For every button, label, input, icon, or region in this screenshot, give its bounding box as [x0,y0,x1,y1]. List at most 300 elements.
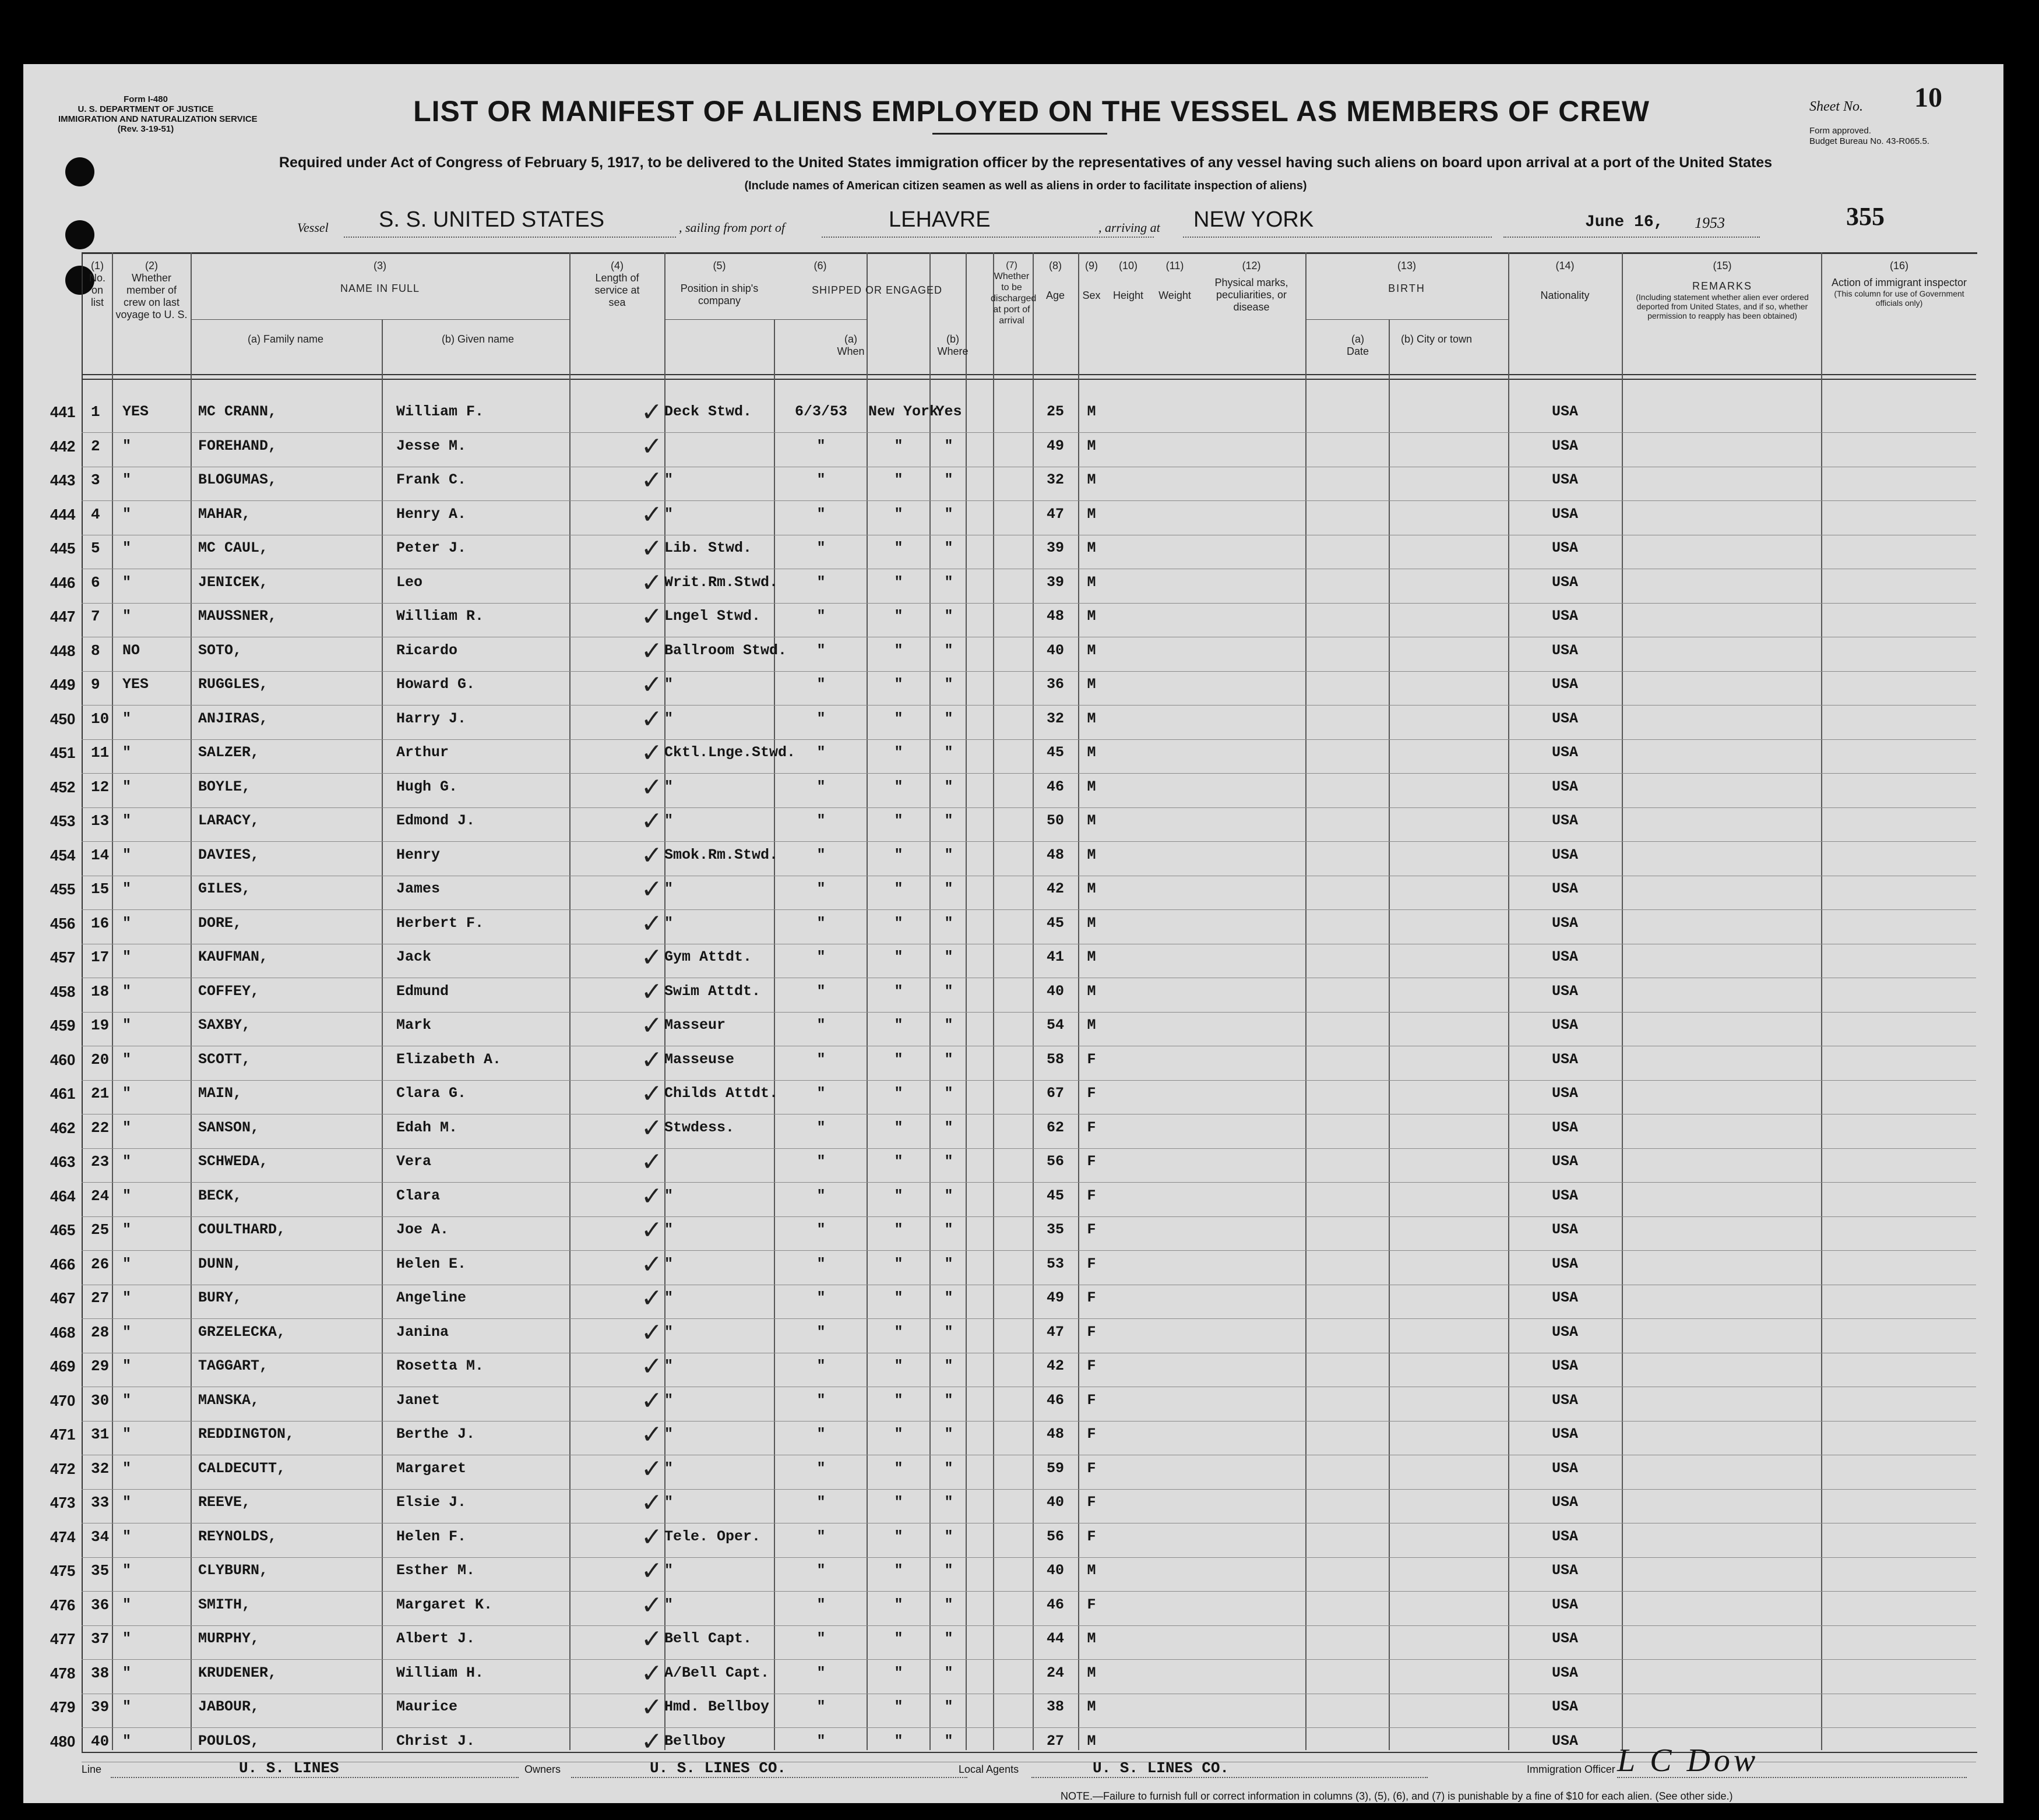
discharged: " [944,744,953,761]
sex: M [1087,846,1096,863]
previous-voyage: " [122,1085,132,1102]
position: " [664,1596,674,1613]
age: 40 [1046,641,1064,659]
col-header-5: (5) Position in ship's company [680,260,759,306]
shipped-where: " [894,1050,903,1068]
row-rule [82,432,1976,433]
col-header-7: (7) Whether to be discharged at port of arrival [991,260,1037,326]
given-name: Janina [396,1323,449,1341]
age: 45 [1046,1187,1064,1204]
sex: M [1087,1630,1096,1647]
row-stamp-number: 467 [50,1289,76,1307]
row-stamp-number: 471 [50,1426,76,1443]
sex: M [1087,1562,1096,1579]
col-header-15: (15) REMARKS (Including statement whether alien ever ordered deported from United States, and if so, whether permission to reapply has been obtained) [1636,260,1809,320]
check-mark-icon: ✓ [641,909,663,938]
row-number: 24 [91,1187,110,1205]
row-number: 2 [91,437,100,455]
discharged: " [944,1494,953,1511]
previous-voyage: YES [122,676,149,693]
given-name: Esther M. [396,1562,476,1579]
family-name: LARACY, [198,812,260,829]
check-mark-icon: ✓ [641,875,663,904]
nationality: USA [1551,1050,1578,1068]
nationality: USA [1551,1426,1578,1442]
row-stamp-number: 457 [50,948,76,966]
family-name: SCOTT, [198,1050,251,1068]
discharged: " [944,948,953,965]
check-mark-icon: ✓ [641,807,663,835]
row-rule [82,1148,1976,1149]
position: " [664,1562,674,1579]
row-stamp-number: 459 [50,1017,76,1034]
sex: M [1087,812,1096,829]
discharged: " [944,1630,953,1647]
family-name: CALDECUTT, [198,1459,286,1477]
row-number: 34 [91,1528,110,1546]
row-number: 6 [91,573,100,591]
family-name: GILES, [198,880,251,897]
row-number: 4 [91,505,100,523]
shipped-when: " [816,1562,826,1579]
shipped-when: " [816,1528,826,1545]
shipped-where: " [894,710,903,727]
nationality: USA [1551,880,1578,897]
previous-voyage: " [122,505,132,523]
position: " [664,505,674,523]
check-mark-icon: ✓ [641,1011,663,1040]
nationality: USA [1551,1494,1578,1511]
shipped-where: " [894,471,903,488]
sex: F [1087,1187,1096,1204]
family-name: SMITH, [198,1596,251,1613]
check-mark-icon: ✓ [641,568,663,597]
discharged: " [944,1085,953,1102]
check-mark-icon: ✓ [641,1318,663,1347]
row-stamp-number: 472 [50,1459,76,1477]
footer-note: NOTE.—Failure to furnish full or correct information in columns (3), (5), (6), and (7) is punishable by a fine of $10 for each alien. (See other side.) [1061,1790,1733,1802]
footer-line-underline [111,1777,519,1778]
shipped-when: " [816,573,826,591]
col-header-1: (1) No. on list [89,260,105,308]
check-mark-icon: ✓ [641,841,663,870]
family-name: MURPHY, [198,1630,260,1647]
age: 45 [1046,744,1064,761]
shipped-when: " [816,1323,826,1341]
row-stamp-number: 475 [50,1562,76,1579]
shipped-where: " [894,1153,903,1170]
shipped-where: " [894,505,903,523]
age: 27 [1046,1732,1064,1750]
age: 44 [1046,1630,1064,1647]
row-number: 35 [91,1562,110,1579]
row-stamp-number: 480 [50,1732,76,1750]
discharged: " [944,437,953,454]
col-header-16: (16) Action of immigrant inspector (This column for use of Government officials only) [1831,260,1967,308]
row-stamp-number: 447 [50,608,76,625]
age: 49 [1046,1289,1064,1306]
col-header-3b: (b) Given name [441,333,515,345]
position: Bellboy [664,1732,726,1750]
family-name: BURY, [198,1289,242,1306]
shipped-where: " [894,1698,903,1715]
row-stamp-number: 466 [50,1255,76,1273]
position: " [664,1391,674,1409]
discharged: " [944,778,953,795]
family-name: SCHWEDA, [198,1153,269,1170]
col-header-12: (12) Physical marks, peculiarities, or disease [1214,260,1288,313]
previous-voyage: " [122,608,132,625]
check-mark-icon: ✓ [641,636,663,665]
age: 46 [1046,1391,1064,1409]
shipped-where: " [894,1494,903,1511]
sex: M [1087,948,1096,965]
family-name: SALZER, [198,744,260,761]
shipped-where: " [894,1119,903,1136]
previous-voyage: " [122,1391,132,1409]
row-stamp-number: 441 [50,403,76,421]
sex: M [1087,710,1096,727]
sailing-label: , sailing from port of [679,220,785,235]
discharged: " [944,1698,953,1715]
row-number: 12 [91,778,110,796]
nationality: USA [1551,1732,1578,1750]
check-mark-icon: ✓ [641,671,663,699]
nationality: USA [1551,641,1578,659]
shipped-when: " [816,982,826,1000]
sex: M [1087,1698,1096,1715]
age: 50 [1046,812,1064,829]
family-name: CLYBURN, [198,1562,269,1579]
port-to-underline [1183,237,1492,238]
discharged: " [944,539,953,556]
check-mark-icon: ✓ [641,1625,663,1653]
given-name: Elizabeth A. [396,1050,502,1068]
given-name: Leo [396,573,423,591]
footer-owners: U. S. LINES CO. [650,1759,787,1777]
position: Masseur [664,1017,726,1034]
row-stamp-number: 469 [50,1357,76,1375]
row-number: 32 [91,1459,110,1477]
shipped-when: " [816,1391,826,1409]
check-mark-icon: ✓ [641,1284,663,1313]
age: 48 [1046,608,1064,625]
shipped-when: " [816,846,826,863]
shipped-where: " [894,1357,903,1374]
row-rule [82,671,1976,672]
row-rule [82,1727,1976,1728]
nationality: USA [1551,846,1578,863]
row-number: 37 [91,1630,110,1648]
shipped-where: " [894,608,903,625]
col-header-13a: (a) Date [1346,333,1369,357]
given-name: Vera [396,1153,432,1170]
nationality: USA [1551,1323,1578,1341]
sex: M [1087,676,1096,693]
nationality: USA [1551,744,1578,761]
position: A/Bell Capt. [664,1664,770,1681]
position: Bell Capt. [664,1630,752,1647]
previous-voyage: " [122,1494,132,1511]
given-name: Frank C. [396,471,467,488]
sex: M [1087,403,1096,420]
row-stamp-number: 458 [50,982,76,1000]
date-underline [1503,237,1760,238]
col-header-14: (14) Nationality [1540,260,1590,301]
subhead-rule-13 [1305,319,1508,320]
age: 40 [1046,1494,1064,1511]
port-from: LEHAVRE [889,207,991,232]
row-stamp-number: 477 [50,1630,76,1648]
given-name: Joe A. [396,1221,449,1238]
row-number: 23 [91,1153,110,1170]
form-rev: (Rev. 3-19-51) [117,124,174,134]
previous-voyage: " [122,1528,132,1545]
row-number: 25 [91,1221,110,1239]
family-name: DUNN, [198,1255,242,1272]
given-name: Berthe J. [396,1426,476,1442]
col-header-6-title: SHIPPED OR ENGAGED [811,284,943,296]
position: " [664,1289,674,1306]
position: " [664,1323,674,1341]
shipped-where: " [894,1323,903,1341]
row-rule [82,841,1976,842]
age: 49 [1046,437,1064,454]
previous-voyage: " [122,573,132,591]
row-number: 21 [91,1085,110,1102]
position: " [664,914,674,932]
row-number: 8 [91,641,100,659]
family-name: DORE, [198,914,242,932]
given-name: Harry J. [396,710,467,727]
sex: M [1087,539,1096,556]
nationality: USA [1551,914,1578,932]
sex: F [1087,1596,1096,1613]
discharged: " [944,505,953,523]
previous-voyage: " [122,710,132,727]
sex: M [1087,1017,1096,1034]
position: Cktl.Lnge.Stwd. [664,744,796,761]
check-mark-icon: ✓ [641,1557,663,1585]
position: Writ.Rm.Stwd. [664,573,779,591]
nationality: USA [1551,1017,1578,1034]
previous-voyage: " [122,437,132,454]
row-number: 20 [91,1050,110,1068]
sex: F [1087,1153,1096,1170]
row-rule [82,705,1976,706]
shipped-when: " [816,1050,826,1068]
port-to: NEW YORK [1193,207,1314,232]
form-number: Form I-480 [124,94,168,104]
row-stamp-number: 474 [50,1528,76,1546]
position: " [664,1187,674,1204]
col-header-6-num: (6) [814,260,827,271]
subhead-rule-6 [664,319,867,320]
position: " [664,1255,674,1272]
previous-voyage: " [122,1357,132,1374]
row-stamp-number: 445 [50,539,76,557]
check-mark-icon: ✓ [641,1148,663,1176]
header-rule [82,374,1976,375]
check-mark-icon: ✓ [641,466,663,495]
check-mark-icon: ✓ [641,739,663,767]
form-dept: U. S. DEPARTMENT OF JUSTICE [78,104,214,114]
position: " [664,812,674,829]
nationality: USA [1551,710,1578,727]
nationality: USA [1551,505,1578,523]
check-mark-icon: ✓ [641,1045,663,1074]
row-number: 38 [91,1664,110,1682]
row-stamp-number: 461 [50,1085,76,1102]
given-name: Janet [396,1391,441,1409]
position: " [664,778,674,795]
shipped-when: " [816,1698,826,1715]
shipped-where: " [894,1426,903,1442]
row-number: 39 [91,1698,110,1716]
previous-voyage: " [122,1562,132,1579]
given-name: Elsie J. [396,1494,467,1511]
given-name: Henry [396,846,441,863]
check-mark-icon: ✓ [641,773,663,802]
age: 47 [1046,505,1064,523]
row-number: 19 [91,1017,110,1034]
row-rule [82,500,1976,501]
sex: M [1087,1664,1096,1681]
given-name: Christ J. [396,1732,476,1750]
shipped-where: " [894,1221,903,1238]
footer-line-label: Line [82,1763,102,1775]
discharged: " [944,573,953,591]
row-number: 29 [91,1357,110,1375]
given-name: James [396,880,441,897]
given-name: Jesse M. [396,437,467,454]
nationality: USA [1551,1289,1578,1306]
page-number: 355 [1846,202,1885,231]
row-number: 7 [91,608,100,625]
sex: F [1087,1357,1096,1374]
nationality: USA [1551,948,1578,965]
row-stamp-number: 479 [50,1698,76,1716]
previous-voyage: " [122,1153,132,1170]
header-rule-2 [82,379,1976,380]
discharged: " [944,1732,953,1750]
budget-number: Budget Bureau No. 43-R065.5. [1809,136,1929,146]
col-header-10: (10) Height [1112,260,1144,301]
shipped-where: " [894,573,903,591]
footer-owners-label: Owners [524,1763,561,1775]
age: 56 [1046,1528,1064,1545]
previous-voyage: " [122,539,132,556]
row-number: 30 [91,1391,110,1409]
previous-voyage: " [122,1664,132,1681]
family-name: FOREHAND, [198,437,277,454]
row-rule [82,1216,1976,1217]
check-mark-icon: ✓ [641,943,663,972]
shipped-where: " [894,1596,903,1613]
shipped-when: " [816,914,826,932]
subtitle: Required under Act of Congress of February 5, 1917, to be delivered to the United States immigration officer by the representatives of any vessel having such aliens on board upon arrival at a port of the United States [279,154,1773,171]
given-name: Jack [396,948,432,965]
family-name: MC CRANN, [198,403,277,420]
nationality: USA [1551,1391,1578,1409]
shipped-when: " [816,710,826,727]
shipped-where: " [894,1630,903,1647]
discharged: " [944,608,953,625]
given-name: Clara G. [396,1085,467,1102]
title-underline [932,133,1107,135]
shipped-when: " [816,641,826,659]
nationality: USA [1551,982,1578,1000]
sex: M [1087,982,1096,1000]
footer-agents-label: Local Agents [959,1763,1019,1775]
col-sep [569,252,571,1750]
row-stamp-number: 468 [50,1323,76,1341]
previous-voyage: " [122,812,132,829]
shipped-where: " [894,914,903,932]
previous-voyage: " [122,471,132,488]
sex: M [1087,914,1096,932]
shipped-where: " [894,744,903,761]
col-sep [191,252,192,1750]
shipped-where: " [894,437,903,454]
shipped-where: " [894,982,903,1000]
sheet-number: 10 [1914,82,1942,113]
previous-voyage: NO [122,641,140,659]
discharged: " [944,1664,953,1681]
discharged: " [944,471,953,488]
check-mark-icon: ✓ [641,398,663,426]
col-sep [867,252,868,1750]
row-number: 16 [91,914,110,932]
given-name: Helen E. [396,1255,467,1272]
age: 39 [1046,539,1064,556]
shipped-when: " [816,1426,826,1442]
row-rule [82,1318,1976,1319]
row-stamp-number: 455 [50,880,76,898]
shipped-when: " [816,1289,826,1306]
family-name: COULTHARD, [198,1221,286,1238]
discharged: " [944,1221,953,1238]
family-name: BECK, [198,1187,242,1204]
shipped-when: " [816,1732,826,1750]
shipped-where: " [894,1732,903,1750]
shipped-when: " [816,676,826,693]
check-mark-icon: ✓ [641,1727,663,1756]
discharged: " [944,1017,953,1034]
shipped-where: " [894,948,903,965]
family-name: KRUDENER, [198,1664,277,1681]
nationality: USA [1551,1187,1578,1204]
position: " [664,471,674,488]
check-mark-icon: ✓ [641,1080,663,1108]
previous-voyage: YES [122,403,149,420]
given-name: Helen F. [396,1528,467,1545]
page-title: LIST OR MANIFEST OF ALIENS EMPLOYED ON THE VESSEL AS MEMBERS OF CREW [413,95,1650,128]
check-mark-icon: ✓ [641,602,663,631]
previous-voyage: " [122,1289,132,1306]
row-stamp-number: 465 [50,1221,76,1239]
discharged: " [944,846,953,863]
check-mark-icon: ✓ [641,1693,663,1722]
family-name: REYNOLDS, [198,1528,277,1545]
check-mark-icon: ✓ [641,1113,663,1142]
age: 40 [1046,1562,1064,1579]
nationality: USA [1551,1221,1578,1238]
family-name: ANJIRAS, [198,710,269,727]
row-number: 18 [91,982,110,1000]
shipped-when: " [816,1459,826,1477]
family-name: SOTO, [198,641,242,659]
